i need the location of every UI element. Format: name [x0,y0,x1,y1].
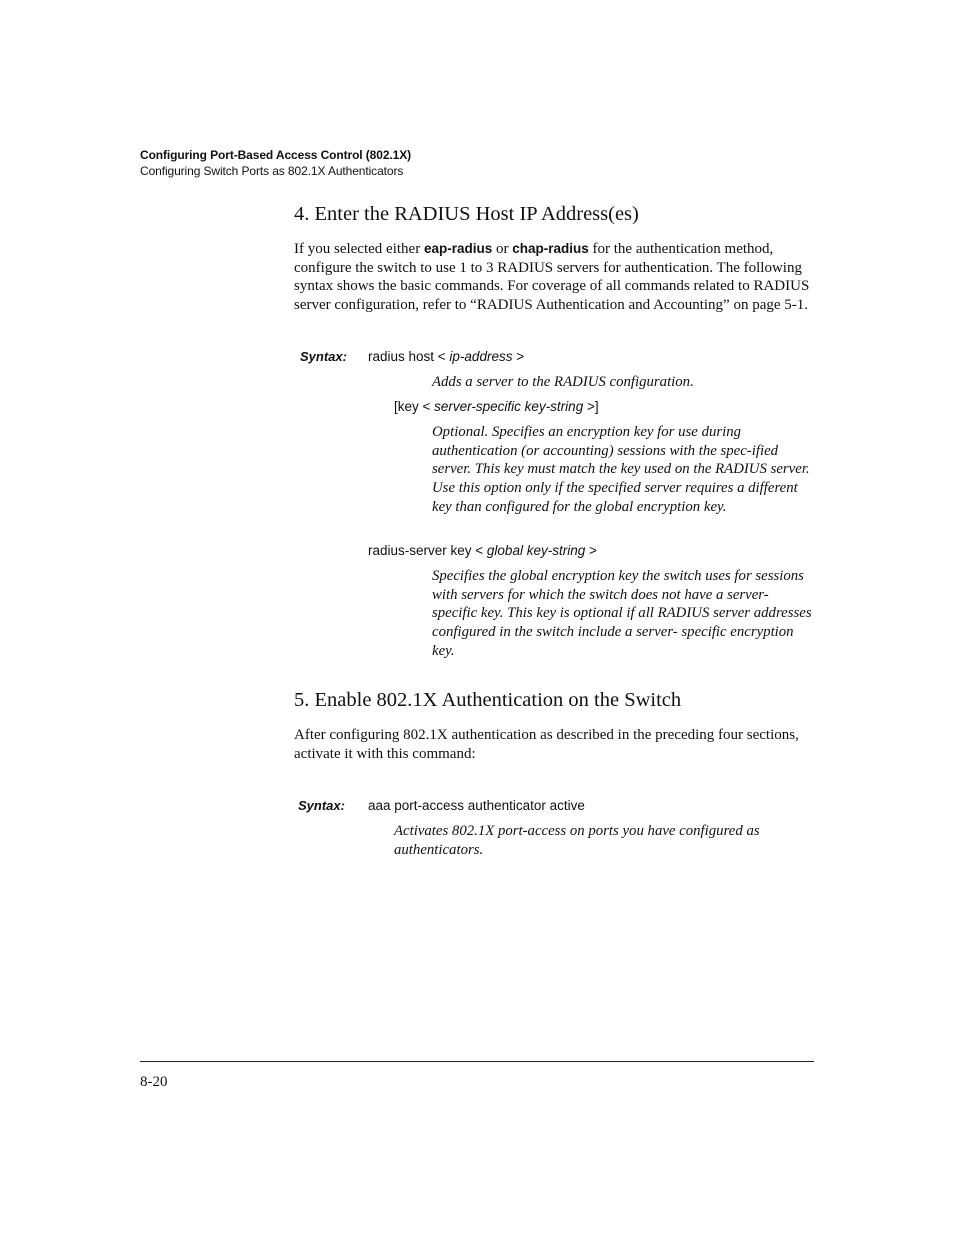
section-5-intro: After configuring 802.1X authentication as described in the preceding four sections, activate it with this command: [294,727,799,762]
command-param: server-specific key-string [434,399,584,414]
command-aaa-port-access: aaa port-access authenticator active [368,798,585,813]
section-4-intro [294,240,814,315]
syntax-label-2: Syntax: [298,798,345,813]
command-text: radius host < [368,349,450,364]
intro-text-3: for the authentication method, configure the switch to use 1 to 3 RADIUS servers for authentication. The following syntax shows the basic commands. For coverage of all commands related to RADIUS server configuration, refer to “RADIUS Authentication and Accounting” on page 5-1. [294,241,810,314]
radius-server-key-description: Specifies the global encryption key the switch uses for sessions with servers for which the switch does not have a server-specific key. This key is optional if all RADIUS server addresses configured in the switch include a server- specific encryption key. [432,568,812,659]
radius-host-description: Adds a server to the RADIUS configuration. [432,374,694,390]
command-radius-server-key [368,543,597,558]
command-text: [key < [394,399,435,414]
aaa-port-access-description: Activates 802.1X port-access on ports you have configured as authenticators. [394,823,760,858]
syntax-label-1: Syntax: [300,349,347,364]
key-option-description: Optional. Specifies an encryption key for use during authentication (or accounting) sessions with the spec-ified server. This key must match the key used on the RADIUS server. Use this option only if the specified server requires a different key than configured for the global encryption key. [432,424,810,515]
intro-text-2: or [492,241,513,257]
command-text: >] [583,399,599,414]
command-radius-host [368,349,524,364]
command-param: global key-string [486,543,586,558]
running-header-section: Configuring Switch Ports as 802.1X Authenticators [140,164,404,178]
keyword-chap-radius: chap-radius [512,241,589,256]
command-text: > [585,543,597,558]
command-text: > [512,349,525,364]
footer-rule [140,1061,814,1062]
section-5-heading: 5. Enable 802.1X Authentication on the Switch [294,689,682,711]
keyword-eap-radius: eap-radius [423,241,493,256]
command-text: radius-server key < [368,543,487,558]
running-header-chapter: Configuring Port-Based Access Control (802.1X) [140,148,412,162]
command-param: ip-address [449,349,513,364]
intro-text-1: If you selected either [294,241,424,257]
section-4-heading: 4. Enter the RADIUS Host IP Address(es) [294,203,639,225]
page-number: 8-20 [140,1074,168,1090]
command-key-option [394,399,599,414]
